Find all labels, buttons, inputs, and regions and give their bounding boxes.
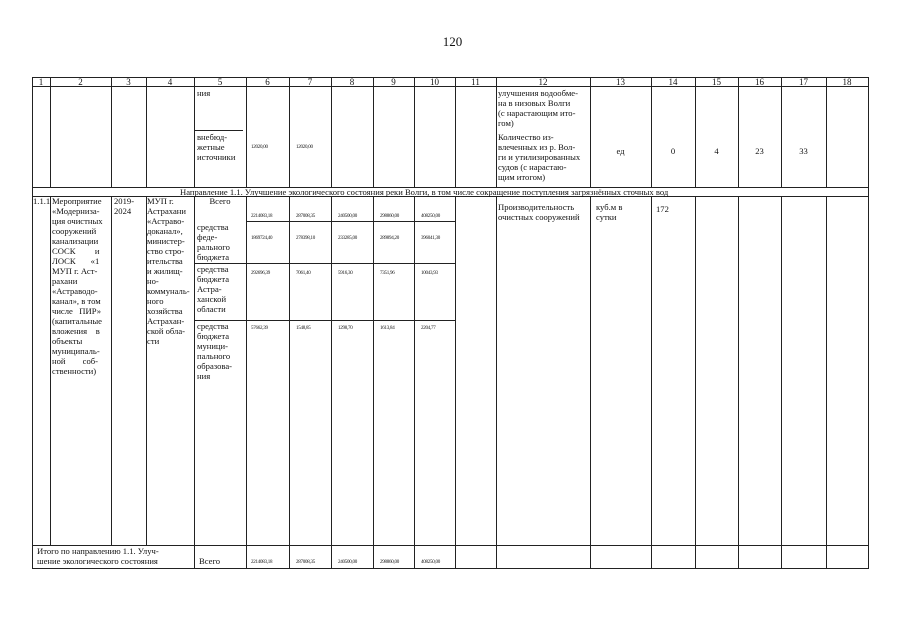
direction-title: Направление 1.1. Улучшение экологического состояния реки Волги, в том числе сокращение поступления загрязнённых сточных вод (180, 187, 669, 197)
column-number: 7 (307, 77, 313, 87)
amount-cell: 1548,85 (296, 325, 311, 331)
column-number: 15 (712, 77, 721, 87)
amount-cell: 240500,00 (338, 213, 357, 219)
page-number: 120 (442, 34, 463, 49)
amount-cell: 2214083,18 (251, 213, 273, 219)
indicator-unit: ед (616, 146, 625, 156)
total-label: Итого по направлению 1.1. Улуч- шение экологического состояния (37, 546, 159, 566)
amount-cell: 240500,00 (338, 559, 357, 565)
amount-cell: 408250,00 (421, 213, 440, 219)
indicator-name: Производительность очистных сооружений (498, 202, 580, 222)
amount-cell: 396041,30 (421, 235, 440, 241)
amount-cell: 287008,35 (296, 213, 315, 219)
column-number: 16 (755, 77, 764, 87)
column-number: 1 (38, 77, 44, 87)
column-number: 14 (668, 77, 678, 87)
amount-cell: 289894,20 (380, 235, 399, 241)
source-label: средства бюджета муници- пального образова- ния (197, 321, 233, 381)
column-number: 12 (538, 77, 548, 87)
source-label: средства бюджета Астра- ханской области (197, 264, 230, 314)
amount-cell: 12020,00 (251, 144, 268, 150)
source-label: средства феде- рального бюджета (197, 222, 230, 262)
measure-name: Мероприятие «Модерниза- ция очистных сооружений канализации СОСК и ЛОСК «1 МУП г. Аст- рахани «Астраводо- канал», в том числе ПИР» (капитальные вложения в объекты муниципаль- ной соб- ственности) (52, 196, 103, 376)
column-number: 8 (349, 77, 355, 87)
amount-cell: 408250,00 (421, 559, 440, 565)
amount-cell: 287008,35 (296, 559, 315, 565)
column-number: 11 (471, 77, 480, 87)
amount-cell: 7351,96 (380, 270, 395, 276)
column-number: 10 (430, 77, 439, 87)
indicator-continuation: улучшения водообме- на в низовых Волги (с нарастающим ито- гом) (498, 88, 578, 128)
source-label: Всего (209, 196, 231, 206)
indicator-value: 172 (656, 204, 669, 214)
column-number: 3 (126, 77, 131, 87)
source-label: внебюд- жетные источники (197, 132, 236, 162)
amount-cell: 1613,84 (380, 325, 395, 331)
amount-cell: 12020,00 (296, 144, 313, 150)
amount-cell: 7061,40 (296, 270, 311, 276)
column-number: 6 (265, 77, 270, 87)
amount-cell: 278398,10 (296, 235, 315, 241)
measure-period: 2019- 2024 (114, 196, 135, 216)
source-label: Всего (199, 556, 221, 566)
amount-cell: 57662,39 (251, 325, 268, 331)
column-number: 5 (217, 77, 223, 87)
indicator-value: 33 (799, 146, 808, 156)
amount-cell: 233285,00 (338, 235, 357, 241)
column-number: 4 (167, 77, 173, 87)
amount-cell: 2204,77 (421, 325, 436, 331)
amount-cell: 298860,00 (380, 559, 399, 565)
amount-cell: 298860,00 (380, 213, 399, 219)
amount-cell: 1298,70 (338, 325, 353, 331)
indicator-value: 0 (670, 146, 676, 156)
column-number: 17 (799, 77, 808, 87)
indicator-value: 23 (755, 146, 764, 156)
indicator-unit: куб.м в сутки (596, 202, 623, 222)
indicator-value: 4 (714, 146, 719, 156)
indicator-name: Количество из- влеченных из р. Вол- ги и утилизированных судов (с нарастаю- щим итогом) (498, 132, 581, 182)
amount-cell: 5916,30 (338, 270, 353, 276)
source-continuation: ния (197, 88, 211, 98)
measure-executor: МУП г. Астрахани «Астраво- доканал», министер- ство стро- ительства и жилищ- но- коммуналь- ного хозяйства Астрахан- ской обла- сти (147, 196, 190, 346)
column-number: 2 (78, 77, 83, 87)
column-number: 18 (842, 77, 852, 87)
amount-cell: 10043,93 (421, 270, 438, 276)
measure-number: 1.1.1 (33, 196, 51, 206)
column-number: 9 (391, 77, 396, 87)
amount-cell: 2214083,18 (251, 559, 273, 565)
amount-cell: 292696,39 (251, 270, 270, 276)
amount-cell: 1869724,40 (251, 235, 273, 241)
column-number: 13 (616, 77, 625, 87)
